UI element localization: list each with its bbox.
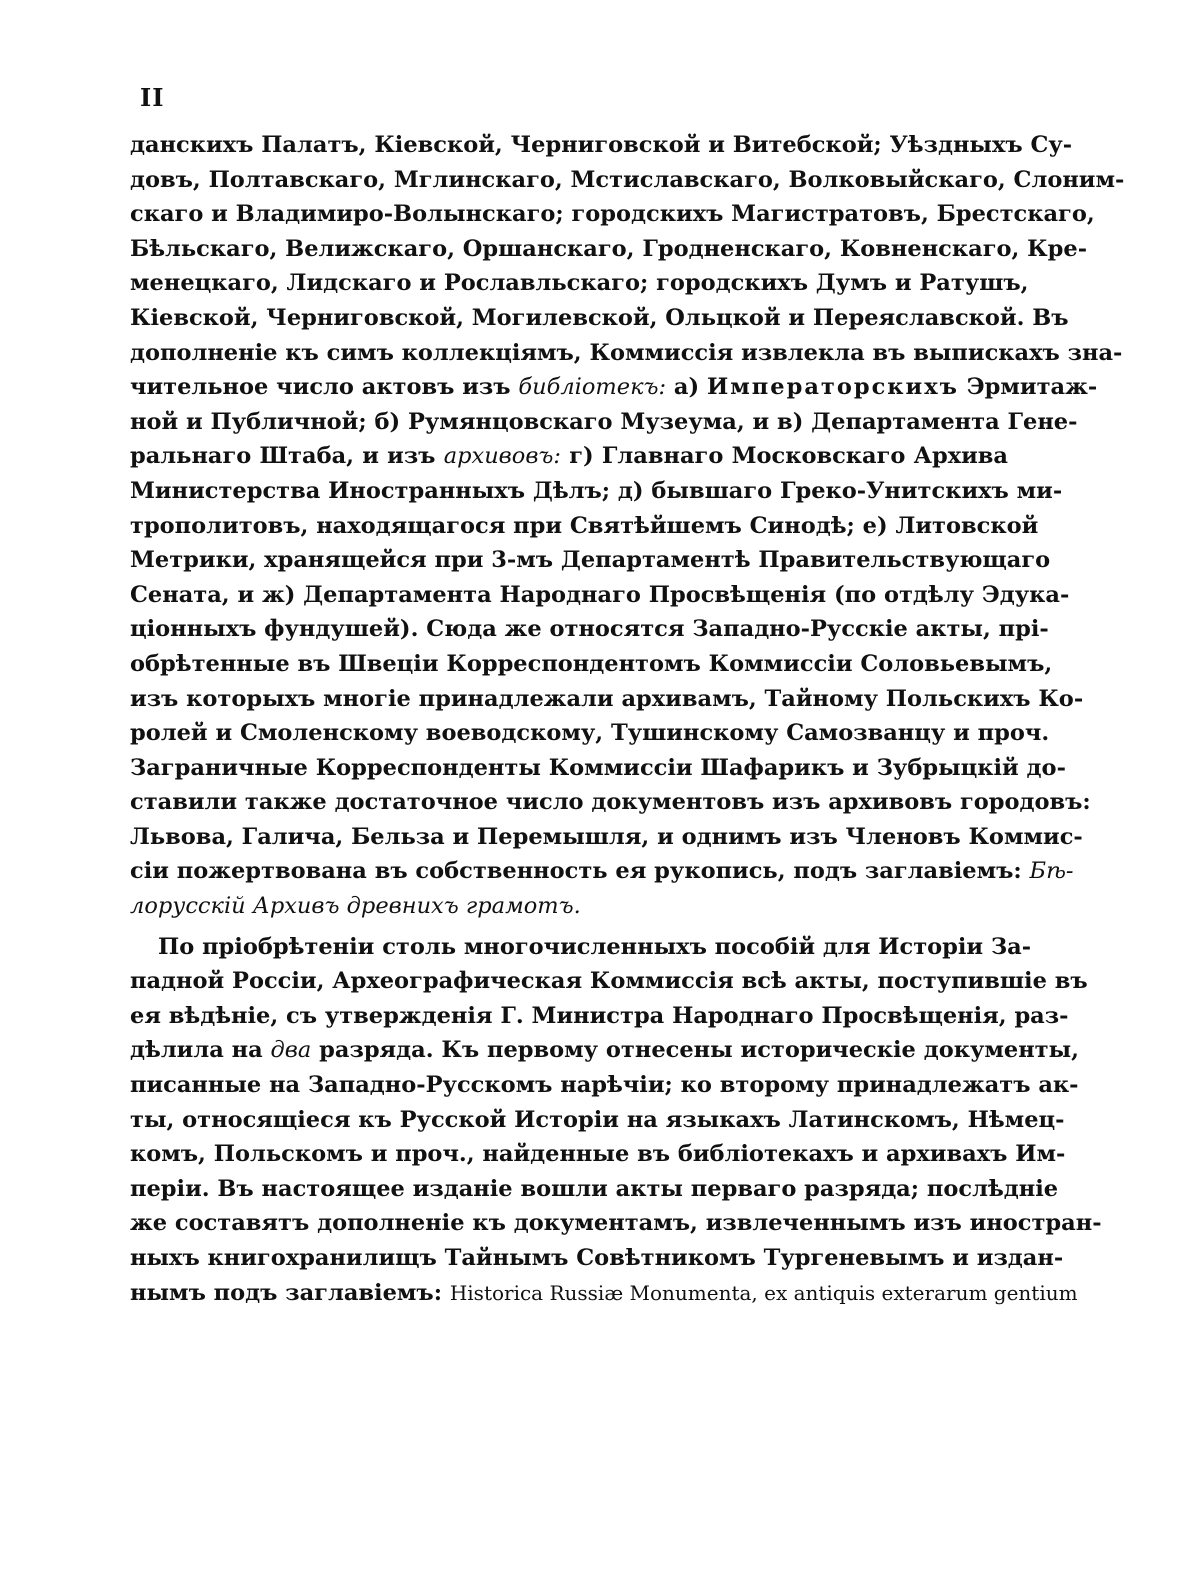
text-line: [130, 266, 1029, 301]
text-line: [130, 232, 1088, 267]
text-line: [130, 682, 1084, 717]
text-line: [130, 820, 1083, 855]
text-segment: данскихъ Палатъ, Кіевской, Черниговской и Витебской; Уѣздныхъ Су-: [130, 132, 1073, 158]
text-line: [130, 930, 1032, 965]
text-segment: изъ которыхъ многіе принадлежали архивамъ, Тайному Польскихъ Ко-: [130, 685, 1084, 712]
text-segment: падной Россіи, Археографическая Коммиссія всѣ акты, поступившіе въ: [130, 968, 1088, 995]
text-line: [130, 1172, 1059, 1207]
text-line: [130, 543, 1051, 578]
text-segment: По пріобрѣтеніи столь многочисленныхъ пособій для Исторіи За-: [158, 933, 1032, 960]
text-line: [130, 1241, 1064, 1276]
text-line: [130, 854, 1074, 889]
text-segment: Заграничные Корреспонденты Коммиссіи Шафарикъ и Зубрыцкій до-: [130, 754, 1066, 781]
text-line: [130, 197, 1095, 232]
text-line: [130, 578, 1070, 613]
page-number: II: [140, 83, 165, 112]
text-segment: Сената, и ж) Департамента Народнаго Просвѣщенія (по отдѣлу Эдука-: [130, 581, 1070, 608]
text-segment: обрѣтенные въ Швеціи Корреспондентомъ Коммиссіи Соловьевымъ,: [130, 650, 1053, 677]
text-segment: ной и Публичной; б) Румянцовскаго Музеума, и в) Департамента Гене-: [130, 408, 1078, 435]
text-line: [130, 1206, 1102, 1241]
text-segment: архивовъ:: [443, 443, 561, 470]
text-segment: комъ, Польскомъ и проч., найденные въ библіотекахъ и архивахъ Им-: [130, 1141, 1066, 1168]
text-line: [130, 999, 1069, 1034]
text-line: [130, 439, 1008, 474]
text-segment: лорусскій Архивъ древнихъ грамотъ.: [130, 893, 581, 920]
text-segment: же составятъ дополненіе къ документамъ, извлеченнымъ изъ иностран-: [130, 1210, 1102, 1237]
text-line: [130, 785, 1091, 820]
text-segment: ціонныхъ фундушей). Сюда же относятся Западно-Русскіе акты, прі-: [130, 616, 1049, 643]
text-line: [130, 474, 1063, 509]
text-segment: ральнаго Штаба, и изъ: [130, 443, 444, 470]
text-segment: разряда. Къ первому отнесены историческіе документы,: [311, 1037, 1080, 1064]
text-line: [130, 370, 1098, 405]
text-line: [130, 964, 1088, 999]
text-line: [130, 612, 1049, 647]
text-line: [130, 1033, 1080, 1068]
text-segment: чительное число актовъ изъ: [130, 374, 519, 401]
text-segment: Кіевской, Черниговской, Могилевской, Ольцкой и Переяславской. Въ: [130, 304, 1069, 331]
text-line: [130, 1068, 1079, 1103]
text-line: [130, 716, 1050, 751]
text-segment: менецкаго, Лидскаго и Рославльскаго; городскихъ Думъ и Ратушъ,: [130, 270, 1029, 297]
text-segment: Метрики, хранящейся при 3-мъ Департаментѣ Правительствующаго: [130, 547, 1051, 574]
text-line: [130, 128, 1073, 163]
text-line: [130, 647, 1053, 682]
text-line: [130, 301, 1069, 336]
text-line: [130, 1276, 1078, 1311]
text-segment: Министерства Иностранныхъ Дѣлъ; д) бывшаго Греко-Унитскихъ ми-: [130, 477, 1063, 504]
text-segment: г) Главнаго Московскаго Архива: [561, 443, 1009, 470]
text-segment: а): [666, 374, 707, 401]
text-line: [130, 163, 1125, 198]
text-line: [130, 509, 1039, 544]
text-segment: довъ, Полтавскаго, Мглинскаго, Мстиславскаго, Волковыйскаго, Слоним-: [130, 166, 1125, 193]
text-segment: Львова, Галича, Бельза и Перемышля, и однимъ изъ Членовъ Коммис-: [130, 823, 1083, 850]
text-segment: ставили также достаточное число документовъ изъ архивовъ городовъ:: [130, 789, 1091, 816]
text-segment: нымъ подъ заглавіемъ:: [130, 1279, 450, 1306]
text-segment: Императорскихъ: [707, 374, 959, 401]
text-segment: скаго и Владимиро-Волынскаго; городскихъ Магистратовъ, Брестскаго,: [130, 201, 1095, 228]
text-line: [130, 1103, 1065, 1138]
text-segment: періи. Въ настоящее изданіе вошли акты перваго разряда; послѣдніе: [130, 1175, 1059, 1202]
text-line: [130, 889, 1008, 924]
text-line: [130, 1137, 1066, 1172]
text-segment: дополненіе къ симъ коллекціямъ, Коммиссія извлекла въ выпискахъ зна-: [130, 339, 1123, 366]
text-segment: библіотекъ:: [518, 374, 667, 401]
text-segment: Historica Russiæ Monumenta, ex antiquis exterarum gentium: [449, 1280, 1078, 1305]
text-segment: Бѣ-: [1029, 858, 1074, 885]
text-segment: сіи пожертвована въ собственность ея рукопись, подъ заглавіемъ:: [130, 858, 1030, 885]
text-segment: Бѣльскаго, Велижскаго, Оршанскаго, Гродненскаго, Ковненскаго, Кре-: [130, 235, 1088, 262]
text-segment: Эрмитаж-: [958, 374, 1098, 401]
text-line: [130, 336, 1123, 371]
text-segment: дѣлила на: [130, 1037, 271, 1064]
text-segment: ныхъ книгохранилищъ Тайнымъ Совѣтникомъ Тургеневымъ и издан-: [130, 1245, 1064, 1271]
text-segment: писанные на Западно-Русскомъ нарѣчіи; ко второму принадлежатъ ак-: [130, 1072, 1079, 1099]
text-segment: ролей и Смоленскому воеводскому, Тушинскому Самозванцу и проч.: [130, 720, 1050, 747]
text-segment: трополитовъ, находящагося при Святѣйшемъ Синодѣ; е) Литовской: [130, 512, 1039, 539]
text-segment: ея вѣдѣніе, съ утвержденія Г. Министра Народнаго Просвѣщенія, раз-: [130, 1002, 1069, 1029]
text-segment: два: [270, 1037, 312, 1064]
text-segment: ты, относящіеся къ Русской Исторіи на языкахъ Латинскомъ, Нѣмец-: [130, 1106, 1065, 1133]
body-text: [130, 128, 1125, 1310]
text-line: [130, 751, 1066, 786]
text-line: [130, 405, 1078, 440]
